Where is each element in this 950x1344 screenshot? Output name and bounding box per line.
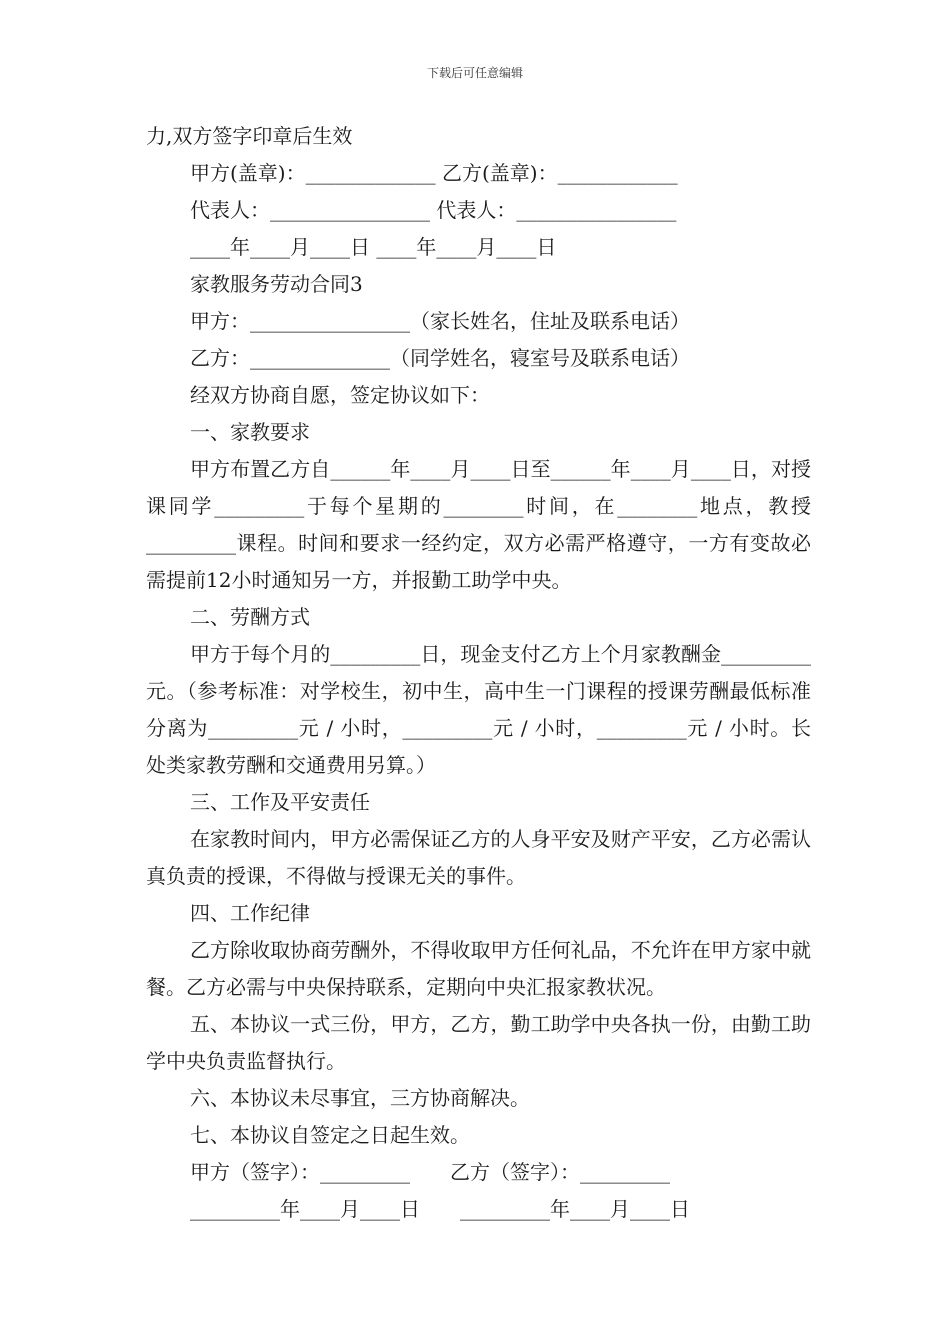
section-6-line: 六、本协议未尽事宜，三方协商解决。 — [190, 1086, 530, 1110]
section-4-heading: 四、工作纪律 — [190, 901, 310, 925]
agreement-intro: 经双方协商自愿，签定协议如下： — [190, 383, 490, 407]
section-5-paragraph: 五、本协议一式三份，甲方，乙方，勤工助学中央各执一份，由勤工助学中央负责监督执行。 — [146, 1012, 811, 1073]
signature-date-line: _________年____月____日 _________年____月____日 — [190, 1197, 690, 1221]
party-b-line: 乙方：______________（同学姓名，寝室号及联系电话） — [190, 346, 690, 370]
section-2-heading: 二、劳酬方式 — [190, 605, 310, 629]
document-body — [146, 118, 811, 1228]
contract-title: 家教服务劳动合同3 — [190, 272, 363, 296]
section-2-paragraph: 甲方于每个月的_________日，现金支付乙方上个月家教酬金_________元。（参考标准：对学校生，初中生，高中生一门课程的授课劳酬最低标准分离为_________元 / 小时，_________元 / 小时，_________元 / 小时。长处类家教劳酬和交通费用另算。） — [146, 642, 811, 777]
seal-line: 甲方(盖章)：_____________ 乙方(盖章)：____________ — [190, 161, 678, 185]
representative-line: 代表人：________________ 代表人：________________ — [190, 198, 677, 222]
page-header: 下载后可任意编辑 — [426, 66, 523, 80]
section-3-heading: 三、工作及平安责任 — [190, 790, 370, 814]
section-3-paragraph: 在家教时间内，甲方必需保证乙方的人身平安及财产平安，乙方必需认真负责的授课，不得做与授课无关的事件。 — [146, 827, 811, 888]
date-line: ____年____月____日 ____年____月____日 — [190, 235, 557, 259]
signature-line: 甲方（签字）：_________ 乙方（签字）：_________ — [190, 1160, 670, 1184]
section-1-paragraph: 甲方布置乙方自______年____月____日至______年____月____日，对授课同学_________于每个星期的________时间，在________地点，教授_________课程。时间和要求一经约定，双方必需严格遵守，一方有变故必需提前12小时通知另一方，并报勤工助学中央。 — [146, 457, 811, 592]
section-1-heading: 一、家教要求 — [190, 420, 310, 444]
party-a-line: 甲方：________________（家长姓名，住址及联系电话） — [190, 309, 690, 333]
section-7-line: 七、本协议自签定之日起生效。 — [190, 1123, 470, 1147]
text-line: 力,双方签字印章后生效 — [146, 124, 353, 148]
section-4-paragraph: 乙方除收取协商劳酬外，不得收取甲方任何礼品，不允许在甲方家中就餐。乙方必需与中央保持联系，定期向中央汇报家教状况。 — [146, 938, 811, 999]
